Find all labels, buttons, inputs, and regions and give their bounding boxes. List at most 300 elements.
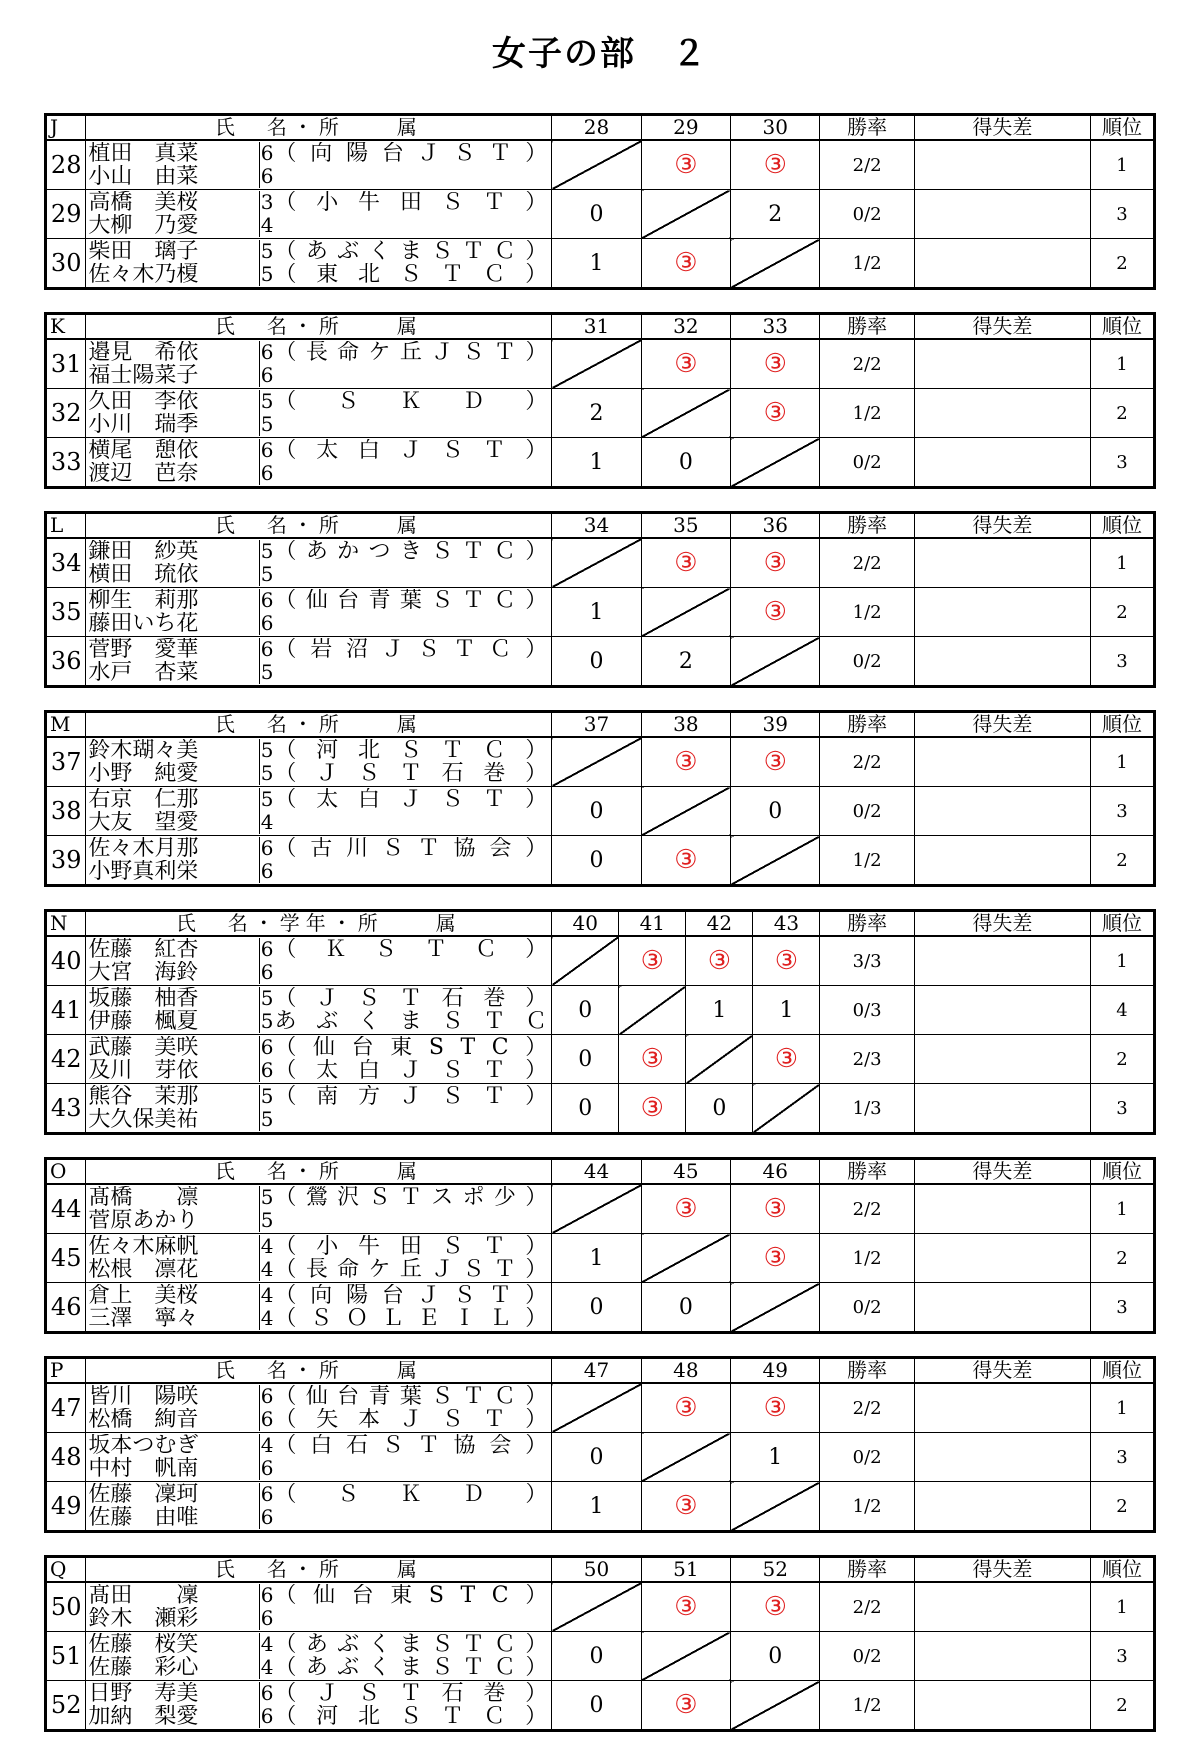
player-name: 佐藤 紅杏 [88, 938, 199, 961]
rank: 1 [1090, 339, 1154, 389]
table-row [46, 1283, 1155, 1333]
page-title: 女子の部 ２ [492, 34, 708, 74]
player-number: 36 [46, 637, 86, 687]
player-club [274, 860, 551, 883]
player-grades [259, 140, 275, 190]
win-rate-header: 勝率 [820, 1358, 914, 1384]
match-result-win: ③ [641, 1582, 730, 1632]
player-grade: 6 [260, 439, 274, 462]
player-names [86, 1632, 259, 1681]
player-clubs [274, 637, 551, 687]
player-club: （ あ か つ き Ｓ Ｔ Ｃ ） [274, 540, 548, 563]
player-grades [259, 637, 275, 687]
player-grades [259, 438, 275, 488]
player-names [86, 339, 259, 389]
player-club: （ 岩 沼 Ｊ Ｓ Ｔ Ｃ ） [274, 638, 548, 661]
table-row [46, 1582, 1155, 1632]
score-diff [914, 339, 1090, 389]
player-names [86, 1035, 259, 1084]
match-result-win: ③ [731, 1383, 820, 1433]
league-group-n [44, 909, 1156, 1135]
player-name: 久田 李依 [88, 390, 199, 413]
group-label: O [46, 1159, 86, 1185]
player-clubs [274, 538, 551, 588]
score-diff [914, 1383, 1090, 1433]
player-name: 佐々木麻帆 [88, 1235, 199, 1258]
player-number: 30 [46, 239, 86, 289]
name-club-header: 氏 名・所 属 [86, 712, 552, 738]
league-table [44, 113, 1156, 290]
player-grades [259, 239, 275, 289]
match-result: 2 [731, 190, 820, 239]
rank-header: 順位 [1090, 911, 1154, 937]
player-grade: 6 [260, 1059, 274, 1082]
player-number: 45 [46, 1234, 86, 1283]
name-club-header: 氏 名・所 属 [86, 1358, 552, 1384]
league-table [44, 909, 1156, 1135]
player-name: 横尾 憩依 [88, 439, 199, 462]
player-grade: 5 [260, 1209, 274, 1232]
league-table [44, 312, 1156, 489]
opponent-header: 39 [731, 712, 820, 738]
score-diff [914, 588, 1090, 637]
match-result: 0 [686, 1084, 753, 1134]
player-name: 横田 琉依 [88, 563, 199, 586]
player-grade: 6 [260, 1705, 274, 1728]
match-result-win: ③ [641, 1482, 730, 1532]
match-result-win: ③ [731, 339, 820, 389]
score-diff [914, 190, 1090, 239]
player-grade: 5 [260, 1186, 274, 1209]
player-club: （ 太 白 Ｊ Ｓ Ｔ ） [274, 439, 548, 462]
name-club-header: 氏 名・所 属 [86, 1557, 552, 1583]
league-table [44, 1157, 1156, 1334]
player-name: 加納 梨愛 [88, 1705, 199, 1728]
player-club: （ 小 牛 田 Ｓ Ｔ ） [274, 1235, 548, 1258]
player-grade: 6 [260, 165, 274, 188]
table-row [46, 140, 1155, 190]
player-grades [259, 936, 275, 986]
player-grade: 6 [260, 837, 274, 860]
player-number: 49 [46, 1482, 86, 1532]
player-number: 38 [46, 787, 86, 836]
player-club: （ 向 陽 台 Ｊ Ｓ Ｔ ） [274, 1284, 548, 1307]
score-diff-header: 得失差 [914, 712, 1090, 738]
rank-header: 順位 [1090, 1557, 1154, 1583]
win-rate: 2/2 [820, 1582, 914, 1632]
score-diff [914, 936, 1090, 986]
score-diff [914, 1283, 1090, 1333]
match-result: 0 [552, 1283, 641, 1333]
player-number: 44 [46, 1184, 86, 1234]
player-name: 武藤 美咲 [88, 1036, 199, 1059]
name-club-header: 氏 名・所 属 [86, 1159, 552, 1185]
player-name: 鈴木瑚々美 [88, 739, 199, 762]
player-clubs [274, 986, 551, 1035]
rank: 3 [1090, 1632, 1154, 1681]
player-grade: 3 [260, 191, 274, 214]
player-name: 坂藤 柚香 [88, 987, 199, 1010]
opponent-header: 43 [753, 911, 820, 937]
win-rate: 0/2 [820, 1632, 914, 1681]
score-diff [914, 1234, 1090, 1283]
player-names [86, 836, 259, 886]
win-rate: 0/2 [820, 1283, 914, 1333]
player-number: 40 [46, 936, 86, 986]
player-club: （ 向 陽 台 Ｊ Ｓ Ｔ ） [274, 142, 548, 165]
score-diff [914, 637, 1090, 687]
league-group-q [44, 1555, 1156, 1732]
table-row [46, 438, 1155, 488]
opponent-header: 28 [552, 115, 641, 141]
player-grade: 4 [260, 1656, 274, 1679]
win-rate: 1/2 [820, 1234, 914, 1283]
header-row [46, 1159, 1155, 1185]
player-grade: 6 [260, 860, 274, 883]
header-row [46, 513, 1155, 539]
win-rate-header: 勝率 [820, 513, 914, 539]
score-diff [914, 836, 1090, 886]
player-clubs [274, 1035, 551, 1084]
score-diff [914, 1084, 1090, 1134]
league-group-p [44, 1356, 1156, 1533]
player-name: 大久保美祐 [88, 1108, 199, 1131]
table-row [46, 1084, 1155, 1134]
self-match-cell [731, 239, 820, 289]
player-name: 三澤 寧々 [88, 1307, 199, 1330]
group-label: Q [46, 1557, 86, 1583]
score-diff-header: 得失差 [914, 314, 1090, 340]
player-number: 37 [46, 737, 86, 787]
player-club: あ ぶ く ま Ｓ Ｔ Ｃ [274, 1010, 548, 1033]
header-row [46, 911, 1155, 937]
player-grade: 6 [260, 364, 274, 387]
player-grades [259, 737, 275, 787]
player-grade: 6 [260, 1682, 274, 1705]
self-match-cell [552, 737, 641, 787]
rank-header: 順位 [1090, 314, 1154, 340]
league-table [44, 710, 1156, 887]
player-grades [259, 1184, 275, 1234]
player-grade: 6 [260, 1483, 274, 1506]
player-grades [259, 1084, 275, 1134]
self-match-cell [731, 637, 820, 687]
rank: 3 [1090, 1283, 1154, 1333]
player-grades [259, 986, 275, 1035]
table-row [46, 1035, 1155, 1084]
league-table [44, 1555, 1156, 1732]
league-table [44, 511, 1156, 688]
player-names [86, 637, 259, 687]
match-result: 1 [552, 588, 641, 637]
opponent-header: 32 [641, 314, 730, 340]
player-clubs [274, 588, 551, 637]
player-clubs [274, 1582, 551, 1632]
match-result-win: ③ [619, 936, 686, 986]
group-label: M [46, 712, 86, 738]
player-club [274, 462, 551, 485]
match-result-win: ③ [731, 1184, 820, 1234]
win-rate: 0/2 [820, 637, 914, 687]
player-club [274, 1506, 551, 1529]
player-names [86, 588, 259, 637]
name-club-header: 氏 名・所 属 [86, 314, 552, 340]
score-diff [914, 140, 1090, 190]
player-grade: 6 [260, 1036, 274, 1059]
rank: 1 [1090, 140, 1154, 190]
rank: 2 [1090, 1234, 1154, 1283]
table-row [46, 339, 1155, 389]
player-club: （ 仙 台 東 S T C ） [274, 1584, 548, 1607]
player-clubs [274, 389, 551, 438]
win-rate: 0/2 [820, 190, 914, 239]
opponent-header: 36 [731, 513, 820, 539]
rank: 1 [1090, 1582, 1154, 1632]
score-diff [914, 986, 1090, 1035]
match-result: 1 [552, 438, 641, 488]
table-row [46, 1433, 1155, 1482]
opponent-header: 46 [731, 1159, 820, 1185]
table-row [46, 986, 1155, 1035]
group-label: P [46, 1358, 86, 1384]
player-grades [259, 339, 275, 389]
win-rate: 1/2 [820, 1681, 914, 1731]
match-result-win: ③ [641, 836, 730, 886]
match-result-win: ③ [641, 1383, 730, 1433]
player-club: （ あ ぶ く ま Ｓ Ｔ Ｃ ） [274, 240, 548, 263]
win-rate-header: 勝率 [820, 712, 914, 738]
player-grades [259, 588, 275, 637]
player-number: 41 [46, 986, 86, 1035]
self-match-cell [641, 1234, 730, 1283]
score-diff [914, 538, 1090, 588]
player-clubs [274, 836, 551, 886]
player-name: 福士陽菜子 [88, 364, 199, 387]
player-club [274, 1108, 551, 1131]
table-row [46, 637, 1155, 687]
rank: 2 [1090, 1035, 1154, 1084]
league-group-o [44, 1157, 1156, 1334]
score-diff-header: 得失差 [914, 513, 1090, 539]
opponent-header: 40 [552, 911, 619, 937]
player-clubs [274, 438, 551, 488]
player-name: 佐々木月那 [88, 837, 199, 860]
player-clubs [274, 239, 551, 289]
player-grades [259, 1234, 275, 1283]
player-name: 小野真利栄 [88, 860, 199, 883]
score-diff-header: 得失差 [914, 1358, 1090, 1384]
player-grade: 6 [260, 1607, 274, 1630]
player-grade: 4 [260, 811, 274, 834]
match-result-win: ③ [641, 239, 730, 289]
match-result: 1 [753, 986, 820, 1035]
player-names [86, 1433, 259, 1482]
player-names [86, 239, 259, 289]
win-rate: 0/3 [820, 986, 914, 1035]
self-match-cell [641, 787, 730, 836]
player-grades [259, 389, 275, 438]
player-grades [259, 538, 275, 588]
player-club: （ 河 北 Ｓ Ｔ Ｃ ） [274, 739, 548, 762]
player-grade: 5 [260, 762, 274, 785]
header-row [46, 712, 1155, 738]
player-names [86, 936, 259, 986]
player-number: 31 [46, 339, 86, 389]
match-result-win: ③ [619, 1035, 686, 1084]
self-match-cell [731, 1681, 820, 1731]
player-club: （ あ ぶ く ま Ｓ Ｔ Ｃ ） [274, 1633, 548, 1656]
win-rate: 0/2 [820, 787, 914, 836]
player-club: （ 小 牛 田 Ｓ Ｔ ） [274, 191, 548, 214]
rank: 3 [1090, 1433, 1154, 1482]
score-diff [914, 1482, 1090, 1532]
match-result: 1 [552, 1234, 641, 1283]
group-label: J [46, 115, 86, 141]
match-result-win: ③ [641, 140, 730, 190]
player-names [86, 538, 259, 588]
player-grade: 5 [260, 1010, 274, 1033]
match-result: 2 [552, 389, 641, 438]
player-club: （ 太 白 Ｊ Ｓ Ｔ ） [274, 1059, 548, 1082]
player-number: 33 [46, 438, 86, 488]
rank: 3 [1090, 190, 1154, 239]
player-name: 渡辺 芭奈 [88, 462, 199, 485]
player-clubs [274, 737, 551, 787]
league-tables [44, 113, 1156, 1754]
player-name: 佐々木乃榎 [88, 263, 199, 286]
rank-header: 順位 [1090, 1159, 1154, 1185]
rank-header: 順位 [1090, 513, 1154, 539]
player-number: 39 [46, 836, 86, 886]
self-match-cell [641, 588, 730, 637]
match-result: 0 [641, 438, 730, 488]
rank: 2 [1090, 389, 1154, 438]
player-name: 大柳 乃愛 [88, 214, 199, 237]
league-table [44, 1356, 1156, 1533]
player-number: 52 [46, 1681, 86, 1731]
table-row [46, 1681, 1155, 1731]
player-number: 50 [46, 1582, 86, 1632]
player-clubs [274, 190, 551, 239]
opponent-header: 42 [686, 911, 753, 937]
opponent-header: 35 [641, 513, 730, 539]
player-grade: 6 [260, 1385, 274, 1408]
player-club [274, 612, 551, 635]
match-result: 2 [641, 637, 730, 687]
player-name: 日野 寿美 [88, 1682, 199, 1705]
player-number: 48 [46, 1433, 86, 1482]
player-names [86, 1084, 259, 1134]
match-result-win: ③ [731, 538, 820, 588]
player-names [86, 1582, 259, 1632]
rank: 1 [1090, 1184, 1154, 1234]
player-name: 佐藤 彩心 [88, 1656, 199, 1679]
match-result-win: ③ [753, 936, 820, 986]
opponent-header: 37 [552, 712, 641, 738]
player-grade: 6 [260, 142, 274, 165]
match-result-win: ③ [731, 1582, 820, 1632]
win-rate: 1/2 [820, 588, 914, 637]
player-club [274, 563, 551, 586]
opponent-header: 41 [619, 911, 686, 937]
match-result: 0 [731, 1632, 820, 1681]
player-grade: 5 [260, 987, 274, 1010]
player-grade: 5 [260, 263, 274, 286]
win-rate: 2/2 [820, 1383, 914, 1433]
player-name: 菅原あかり [88, 1209, 199, 1232]
player-club: （ Ｋ Ｓ Ｔ Ｃ ） [274, 938, 548, 961]
rank: 2 [1090, 836, 1154, 886]
table-row [46, 1383, 1155, 1433]
player-name: 大宮 海鈴 [88, 961, 199, 984]
player-grade: 6 [260, 1506, 274, 1529]
score-diff [914, 1582, 1090, 1632]
player-club: （ 鶯 沢 Ｓ Ｔ ス ポ 少 ） [274, 1186, 548, 1209]
table-row [46, 737, 1155, 787]
player-grade: 6 [260, 612, 274, 635]
player-club: （ Ｓ Ｋ Ｄ ） [274, 1483, 548, 1506]
table-row [46, 836, 1155, 886]
win-rate-header: 勝率 [820, 115, 914, 141]
match-result: 0 [552, 1035, 619, 1084]
table-row [46, 190, 1155, 239]
player-clubs [274, 1681, 551, 1731]
name-club-header: 氏 名・学年・所 属 [86, 911, 552, 937]
player-name: 松根 凛花 [88, 1258, 199, 1281]
rank-header: 順位 [1090, 1358, 1154, 1384]
player-name: 柳生 莉那 [88, 589, 199, 612]
rank: 2 [1090, 239, 1154, 289]
match-result-win: ③ [731, 1234, 820, 1283]
player-grade: 5 [260, 563, 274, 586]
rank: 4 [1090, 986, 1154, 1035]
score-diff [914, 239, 1090, 289]
player-names [86, 1283, 259, 1333]
table-row [46, 787, 1155, 836]
match-result-win: ③ [731, 737, 820, 787]
player-name: 坂本つむぎ [88, 1434, 199, 1457]
league-group-j [44, 113, 1156, 290]
player-club [274, 811, 551, 834]
league-group-k [44, 312, 1156, 489]
table-row [46, 239, 1155, 289]
player-grades [259, 190, 275, 239]
player-name: 髙橋 凛 [88, 1186, 199, 1209]
win-rate: 0/2 [820, 1433, 914, 1482]
player-name: 菅野 愛華 [88, 638, 199, 661]
player-names [86, 389, 259, 438]
win-rate-header: 勝率 [820, 1557, 914, 1583]
rank: 2 [1090, 588, 1154, 637]
player-grades [259, 1582, 275, 1632]
score-diff [914, 1433, 1090, 1482]
header-row [46, 115, 1155, 141]
opponent-header: 30 [731, 115, 820, 141]
player-grades [259, 1681, 275, 1731]
self-match-cell [552, 1383, 641, 1433]
player-clubs [274, 787, 551, 836]
player-grade: 4 [260, 1633, 274, 1656]
self-match-cell [731, 1482, 820, 1532]
player-names [86, 1482, 259, 1532]
score-diff-header: 得失差 [914, 911, 1090, 937]
self-match-cell [552, 339, 641, 389]
opponent-header: 45 [641, 1159, 730, 1185]
player-club: （ 仙 台 青 葉 Ｓ Ｔ Ｃ ） [274, 589, 548, 612]
win-rate: 2/2 [820, 538, 914, 588]
self-match-cell [731, 1283, 820, 1333]
header-row [46, 1358, 1155, 1384]
